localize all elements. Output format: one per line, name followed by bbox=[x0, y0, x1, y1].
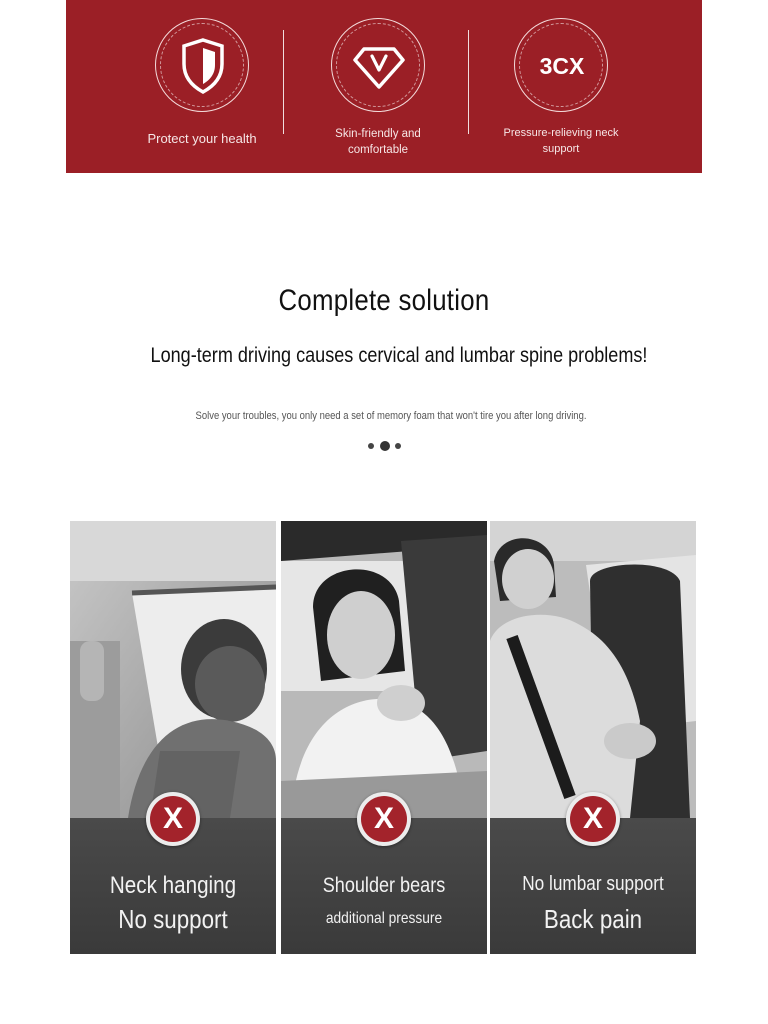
feature-banner bbox=[66, 0, 702, 173]
feature-label-line: Skin-friendly and bbox=[335, 128, 421, 140]
x-mark-label: X bbox=[150, 796, 196, 842]
x-mark-label: X bbox=[570, 796, 616, 842]
problem-line-1: Neck hanging bbox=[109, 872, 237, 899]
logo-text: 3CX bbox=[539, 53, 585, 79]
feature-label-line: support bbox=[542, 143, 580, 155]
dot bbox=[368, 443, 374, 449]
section-subtitle: Long-term driving causes cervical and lumbar spine problems! bbox=[150, 344, 648, 367]
problem-line-2: No support bbox=[118, 904, 228, 934]
woman-holding-lower-back-photo bbox=[490, 521, 696, 818]
dot bbox=[395, 443, 401, 449]
divider bbox=[283, 30, 284, 134]
feature-label bbox=[278, 126, 478, 158]
problem-panel-shoulder bbox=[281, 521, 487, 954]
dot bbox=[380, 441, 390, 451]
divider bbox=[468, 30, 469, 134]
x-mark-icon bbox=[566, 792, 620, 846]
x-mark-icon bbox=[357, 792, 411, 846]
section-title: Complete solution bbox=[278, 284, 490, 317]
feature-label bbox=[461, 125, 661, 157]
diamond-v-icon bbox=[331, 18, 425, 112]
shield-icon bbox=[155, 18, 249, 112]
feature-label-line: comfortable bbox=[347, 144, 409, 156]
problem-line-1: Shoulder bears bbox=[322, 874, 446, 897]
problem-line-2: additional pressure bbox=[325, 910, 443, 927]
3cx-logo-icon bbox=[514, 18, 608, 112]
feature-label: Protect your health bbox=[147, 131, 257, 146]
decorative-dots bbox=[366, 440, 406, 452]
problem-line-1: No lumbar support bbox=[522, 873, 664, 895]
section-note: Solve your troubles, you only need a set of memory foam that won't tire you after long driving. bbox=[195, 410, 587, 422]
feature-label-line: Pressure-relieving neck bbox=[503, 127, 619, 139]
x-mark-label: X bbox=[361, 796, 407, 842]
woman-holding-shoulder-photo bbox=[281, 521, 487, 818]
man-sleeping-neck-hanging-photo bbox=[70, 521, 276, 818]
x-mark-icon bbox=[146, 792, 200, 846]
problem-panel-neck bbox=[70, 521, 276, 954]
problem-line-2: Back pain bbox=[543, 904, 643, 934]
problem-panel-back bbox=[490, 521, 696, 954]
